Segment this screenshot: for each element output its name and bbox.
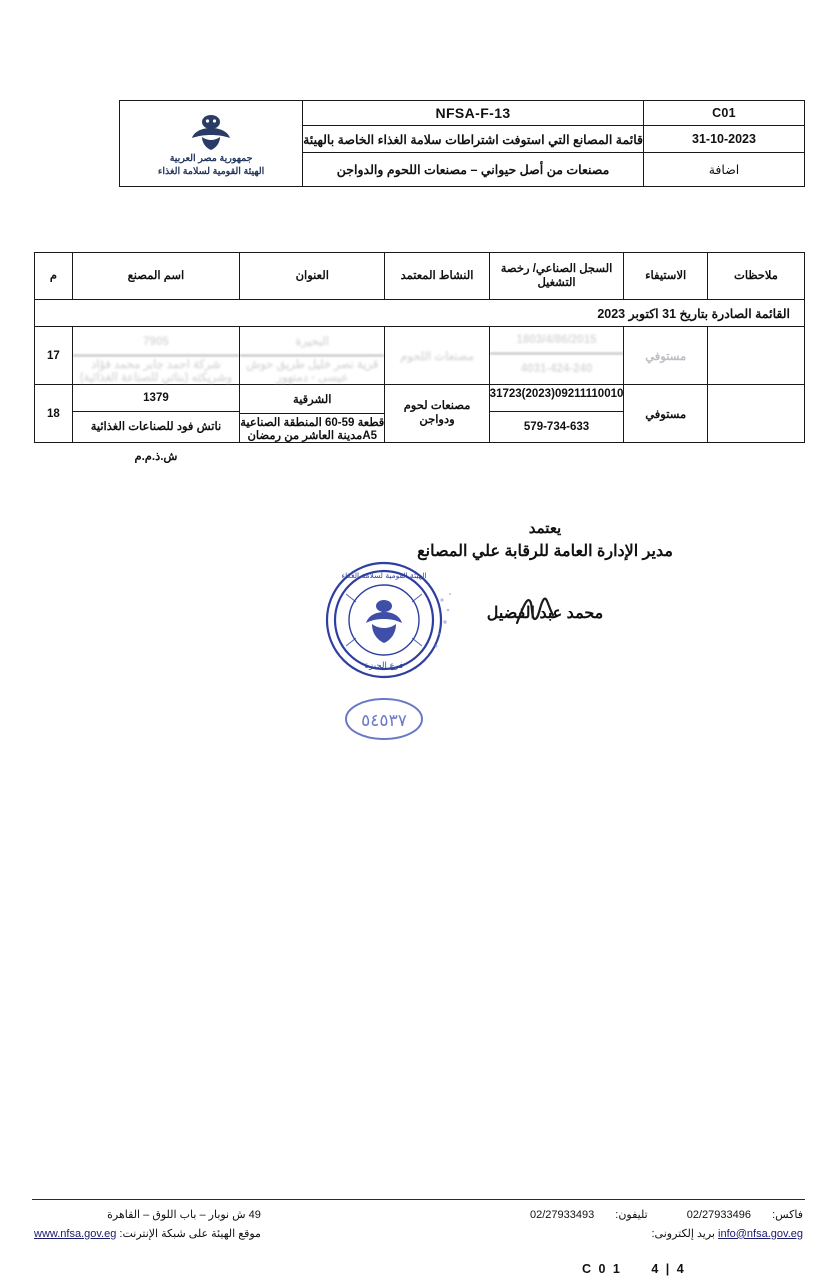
footer-website-label: موقع الهيئة على شبكة الإنترنت: bbox=[119, 1227, 261, 1240]
cell-registry-bottom: 4031-424-240 bbox=[520, 363, 593, 375]
footer-address-block bbox=[34, 1206, 261, 1243]
signatory-name: محمد عبد الفضيل bbox=[486, 605, 604, 622]
cell-address-bottom: قرية نصر خليل طريق حوش عيسى - دمنهور bbox=[246, 359, 379, 385]
table-band-row bbox=[35, 300, 805, 327]
cell-factory-top: 1379 bbox=[73, 385, 239, 412]
approval-label: يعتمد bbox=[528, 520, 562, 537]
footer-fax: فاكس: 02/27933496 bbox=[686, 1209, 803, 1221]
official-stamp bbox=[312, 554, 472, 774]
cell-address bbox=[240, 385, 385, 443]
footer-page-code bbox=[22, 1262, 801, 1276]
column-header-activity: النشاط المعتمد bbox=[385, 253, 489, 300]
header-date-cell: 31-10-2023 bbox=[644, 126, 805, 153]
cell-row-number: 17 bbox=[35, 327, 73, 385]
header-subtitle: مصنعات من أصل حيواني – مصنعات اللحوم والدواجن bbox=[303, 153, 644, 187]
column-header-factory: اسم المصنع bbox=[72, 253, 239, 300]
cell-factory bbox=[72, 327, 239, 385]
cell-address-bottom: قطعة 59-60 المنطقة الصناعية A5مدينة العاشر من رمضان bbox=[240, 417, 385, 443]
cell-row-number: 18 bbox=[35, 385, 73, 443]
eagle-emblem-icon bbox=[189, 110, 233, 152]
header-title: قائمة المصانع التي استوفت اشتراطات سلامة الغذاء الخاصة بالهيئة bbox=[303, 126, 644, 153]
cell-fulfilment: مستوفي bbox=[624, 385, 708, 443]
footer-email-link[interactable]: info@nfsa.gov.eg bbox=[718, 1227, 803, 1240]
signatory-title: مدير الإدارة العامة للرقابة علي المصانع bbox=[417, 543, 673, 560]
page-content bbox=[22, 14, 815, 1276]
column-header-address: العنوان bbox=[240, 253, 385, 300]
table-row bbox=[35, 327, 805, 385]
header-code-cell: C01 bbox=[644, 101, 805, 126]
column-header-registry: السجل الصناعي/ رخصة التشغيل bbox=[489, 253, 624, 300]
cell-address-top: البحيرة bbox=[240, 329, 384, 356]
table-header-row bbox=[35, 253, 805, 300]
cell-registry bbox=[489, 385, 624, 443]
cell-fulfilment: مستوفي bbox=[624, 327, 708, 385]
header-type-cell: اضافة bbox=[644, 153, 805, 187]
cell-registry-top: 1803/4/86/2015 bbox=[490, 327, 624, 354]
factories-table bbox=[34, 252, 805, 463]
header-logo-cell bbox=[120, 101, 303, 187]
header-table bbox=[119, 100, 805, 187]
cell-factory bbox=[72, 385, 239, 463]
header-form-number: NFSA-F-13 bbox=[303, 101, 644, 126]
table-row bbox=[35, 385, 805, 443]
cell-address bbox=[240, 327, 385, 385]
cell-factory-bottom: شركة احمد جابر محمد فؤاد وشريكته (بناتي للصناعة الغذائية) bbox=[79, 359, 233, 385]
org-name-line2: الهيئة القومية لسلامة الغذاء bbox=[157, 165, 265, 177]
cell-registry-top: 09211110010(2023)31723 bbox=[490, 385, 624, 412]
page-footer bbox=[34, 1206, 803, 1243]
header-row-code bbox=[120, 101, 805, 126]
handwritten-signature-icon bbox=[509, 589, 569, 629]
footer-email-label: بريد إلكترونى: bbox=[651, 1227, 715, 1240]
footer-phone: تليفون: 02/27933493 bbox=[530, 1209, 648, 1221]
stamp-serial: ٥٤٥٣٧ bbox=[361, 711, 407, 731]
list-issue-date-label: القائمة الصادرة بتاريخ 31 اكتوبر 2023 bbox=[35, 300, 805, 327]
column-header-fulfilment: الاستيفاء bbox=[624, 253, 708, 300]
cell-address-top: الشرقية bbox=[240, 387, 384, 414]
cell-registry-bottom: 579-734-633 bbox=[523, 421, 590, 433]
page-number-text: 4 | 4 bbox=[651, 1262, 686, 1276]
circular-seal-icon bbox=[312, 554, 472, 774]
stamp-branch-text: فرع الجيزة bbox=[364, 661, 404, 671]
footer-contact bbox=[494, 1206, 803, 1243]
cell-notes bbox=[707, 385, 804, 443]
page-code-text: C 0 1 bbox=[582, 1262, 622, 1276]
cell-activity: مصنعات اللحوم bbox=[385, 327, 489, 385]
footer-address: 49 ش نوبار – باب اللوق – القاهرة bbox=[107, 1209, 261, 1221]
cell-factory-top: 7905 bbox=[73, 329, 239, 356]
footer-divider bbox=[32, 1199, 805, 1200]
cell-notes bbox=[707, 327, 804, 385]
cell-activity: مصنعات لحوم ودواجن bbox=[385, 385, 489, 443]
org-name-line1: جمهورية مصر العربية bbox=[169, 152, 253, 164]
column-header-notes: ملاحظات bbox=[707, 253, 804, 300]
footer-website-link[interactable]: www.nfsa.gov.eg bbox=[34, 1227, 117, 1240]
cell-factory-bottom: ناتش فود للصناعات الغذائية ش.ذ.م.م bbox=[90, 421, 222, 463]
cell-registry bbox=[489, 327, 624, 385]
column-header-no: م bbox=[35, 253, 73, 300]
stamp-top-text: الهيئة القومية لسلامة الغذاء bbox=[341, 571, 427, 580]
